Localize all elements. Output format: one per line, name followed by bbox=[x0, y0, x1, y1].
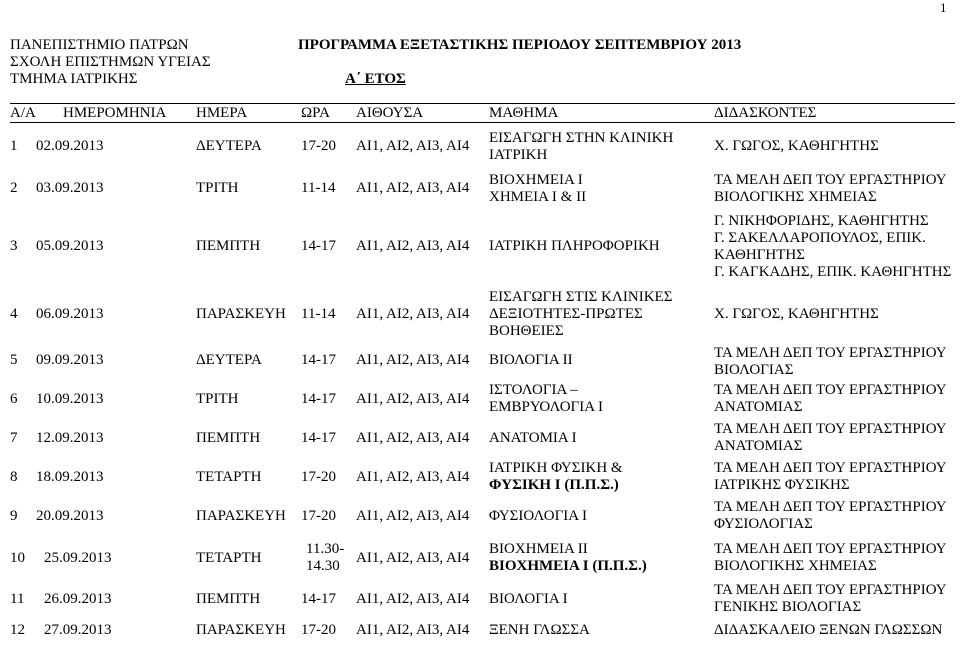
row-course-line: ΕΙΣΑΓΩΓΗ ΣΤΗΝ ΚΛΙΝΙΚΗ bbox=[489, 130, 674, 146]
row-room bbox=[356, 550, 469, 567]
row-number: 1 bbox=[10, 138, 18, 154]
row-instructors-line: ΤΑ ΜΕΛΗ ΔΕΠ ΤΟΥ ΕΡΓΑΣΤΗΡΙΟΥ bbox=[714, 382, 947, 398]
row-instructors-line: ΙΑΤΡΙΚΗΣ ΦΥΣΙΚΗΣ bbox=[714, 477, 850, 493]
row-instructors bbox=[714, 172, 947, 206]
row-time-line: 14.30 bbox=[306, 558, 340, 574]
row-room bbox=[356, 391, 469, 408]
row-course bbox=[489, 430, 577, 447]
row-instructors bbox=[714, 499, 947, 533]
row-day bbox=[196, 508, 286, 525]
row-day bbox=[196, 469, 261, 486]
row-time bbox=[301, 306, 335, 323]
row-course bbox=[489, 238, 660, 255]
row-day bbox=[196, 550, 261, 567]
row-time bbox=[301, 591, 336, 608]
row-day-line: ΔΕΥΤΕΡΑ bbox=[196, 352, 262, 368]
col-header-num: Α/Α bbox=[10, 105, 36, 121]
row-course bbox=[489, 541, 647, 575]
row-room bbox=[356, 306, 469, 323]
row-instructors bbox=[714, 460, 947, 494]
row-course-line: ΕΜΒΡΥΟΛΟΓΙΑ Ι bbox=[489, 399, 603, 415]
row-day bbox=[196, 352, 262, 369]
row-room-line: ΑΙ1, ΑΙ2, ΑΙ3, ΑΙ4 bbox=[356, 622, 470, 638]
document-title: ΠΡΟΓΡΑΜΜΑ ΕΞΕΤΑΣΤΙΚΗΣ ΠΕΡΙΟΔΟΥ ΣΕΠΤΕΜΒΡΙΟΥ 2013 bbox=[298, 37, 742, 53]
row-course-line: ΒΙΟΧΗΜΕΙΑ Ι (Π.Π.Σ.) bbox=[489, 558, 647, 574]
row-date bbox=[36, 180, 104, 197]
row-course-line: ΙΑΤΡΙΚΗ bbox=[489, 147, 548, 163]
row-time bbox=[301, 622, 336, 639]
row-course-line: ΙΣΤΟΛΟΓΙΑ – bbox=[489, 382, 578, 398]
row-instructors-line: ΒΙΟΛΟΓΙΑΣ bbox=[714, 362, 794, 378]
row-room-line: ΑΙ1, ΑΙ2, ΑΙ3, ΑΙ4 bbox=[356, 508, 470, 524]
row-instructors bbox=[714, 306, 879, 323]
row-course bbox=[489, 289, 672, 340]
row-number: 10 bbox=[10, 550, 25, 566]
row-time bbox=[301, 391, 336, 408]
row-date-line: 27.09.2013 bbox=[44, 622, 112, 638]
row-time bbox=[306, 541, 344, 575]
row-day bbox=[196, 430, 260, 447]
row-time-line: 14-17 bbox=[301, 430, 336, 446]
row-instructors bbox=[714, 345, 947, 379]
row-date bbox=[36, 469, 104, 486]
row-day bbox=[196, 180, 239, 197]
row-instructors bbox=[714, 622, 942, 639]
row-date bbox=[36, 138, 104, 155]
row-day-line: ΤΡΙΤΗ bbox=[196, 180, 239, 196]
row-room-line: ΑΙ1, ΑΙ2, ΑΙ3, ΑΙ4 bbox=[356, 138, 470, 154]
row-room-line: ΑΙ1, ΑΙ2, ΑΙ3, ΑΙ4 bbox=[356, 430, 470, 446]
row-course-line: ΕΙΣΑΓΩΓΗ ΣΤΙΣ ΚΛΙΝΙΚΕΣ bbox=[489, 289, 673, 305]
row-day-line: ΤΡΙΤΗ bbox=[196, 391, 239, 407]
col-header-time: ΩΡΑ bbox=[301, 105, 330, 121]
row-time-line: 11.30- bbox=[306, 541, 345, 557]
row-instructors-line: ΑΝΑΤΟΜΙΑΣ bbox=[714, 399, 803, 415]
row-day-line: ΤΕΤΑΡΤΗ bbox=[196, 550, 262, 566]
row-date bbox=[36, 391, 104, 408]
row-date-line: 02.09.2013 bbox=[36, 138, 104, 154]
row-room bbox=[356, 352, 469, 369]
row-room bbox=[356, 138, 469, 155]
row-room-line: ΑΙ1, ΑΙ2, ΑΙ3, ΑΙ4 bbox=[356, 180, 470, 196]
row-instructors bbox=[714, 421, 947, 455]
row-day bbox=[196, 306, 286, 323]
row-number: 3 bbox=[10, 238, 18, 254]
row-instructors bbox=[714, 582, 947, 616]
row-number: 5 bbox=[10, 352, 18, 368]
row-number: 12 bbox=[10, 622, 25, 638]
row-room bbox=[356, 469, 469, 486]
row-course bbox=[489, 591, 568, 608]
row-instructors bbox=[714, 541, 947, 575]
row-course-line: ΙΑΤΡΙΚΗ ΠΛΗΡΟΦΟΡΙΚΗ bbox=[489, 238, 660, 254]
row-course-line: ΒΟΗΘΕΙΕΣ bbox=[489, 323, 564, 339]
row-room bbox=[356, 180, 469, 197]
row-time-line: 17-20 bbox=[301, 622, 336, 638]
row-instructors-line: ΚΑΘΗΓΗΤΗΣ bbox=[714, 247, 805, 263]
row-instructors-line: Γ. ΝΙΚΗΦΟΡΙΔΗΣ, ΚΑΘΗΓΗΤΗΣ bbox=[714, 213, 929, 229]
row-room bbox=[356, 591, 469, 608]
row-instructors-line: ΤΑ ΜΕΛΗ ΔΕΠ ΤΟΥ ΕΡΓΑΣΤΗΡΙΟΥ bbox=[714, 172, 947, 188]
row-number: 6 bbox=[10, 391, 18, 407]
row-day-line: ΤΕΤΑΡΤΗ bbox=[196, 469, 262, 485]
row-instructors-line: ΤΑ ΜΕΛΗ ΔΕΠ ΤΟΥ ΕΡΓΑΣΤΗΡΙΟΥ bbox=[714, 541, 947, 557]
row-date-line: 18.09.2013 bbox=[36, 469, 104, 485]
row-room-line: ΑΙ1, ΑΙ2, ΑΙ3, ΑΙ4 bbox=[356, 238, 470, 254]
row-course-line: ΔΕΞΙΟΤΗΤΕΣ-ΠΡΩΤΕΣ bbox=[489, 306, 643, 322]
row-course bbox=[489, 130, 673, 164]
col-header-day: ΗΜΕΡΑ bbox=[196, 105, 248, 121]
row-number: 7 bbox=[10, 430, 18, 446]
row-room bbox=[356, 238, 469, 255]
row-date bbox=[36, 508, 104, 525]
row-time bbox=[301, 508, 336, 525]
row-course-line: ΒΙΟΛΟΓΙΑ ΙΙ bbox=[489, 352, 573, 368]
row-course bbox=[489, 382, 603, 416]
row-instructors-line: ΤΑ ΜΕΛΗ ΔΕΠ ΤΟΥ ΕΡΓΑΣΤΗΡΙΟΥ bbox=[714, 460, 947, 476]
row-instructors-line: Χ. ΓΩΓΟΣ, ΚΑΘΗΓΗΤΗΣ bbox=[714, 138, 879, 154]
row-time bbox=[301, 180, 335, 197]
row-day-line: ΠΕΜΠΤΗ bbox=[196, 591, 261, 607]
row-day bbox=[196, 391, 239, 408]
row-instructors-line: ΑΝΑΤΟΜΙΑΣ bbox=[714, 438, 803, 454]
row-day bbox=[196, 238, 260, 255]
col-header-instructors: ΔΙΔΑΣΚΟΝΤΕΣ bbox=[714, 105, 817, 121]
row-date bbox=[44, 622, 112, 639]
row-instructors bbox=[714, 213, 951, 281]
row-instructors-line: ΔΙΔΑΣΚΑΛΕΙΟ ΞΕΝΩΝ ΓΛΩΣΣΩΝ bbox=[714, 622, 943, 638]
row-time-line: 14-17 bbox=[301, 238, 336, 254]
row-instructors-line: Χ. ΓΩΓΟΣ, ΚΑΘΗΓΗΤΗΣ bbox=[714, 306, 879, 322]
row-course-line: ΒΙΟΧΗΜΕΙΑ ΙΙ bbox=[489, 541, 588, 557]
row-date-line: 03.09.2013 bbox=[36, 180, 104, 196]
row-time-line: 14-17 bbox=[301, 391, 336, 407]
row-date-line: 05.09.2013 bbox=[36, 238, 104, 254]
row-date bbox=[36, 238, 104, 255]
row-date-line: 06.09.2013 bbox=[36, 306, 104, 322]
row-course-line: ΞΕΝΗ ΓΛΩΣΣΑ bbox=[489, 622, 590, 638]
row-course bbox=[489, 352, 573, 369]
row-course-line: ΦΥΣΙΟΛΟΓΙΑ Ι bbox=[489, 508, 588, 524]
school-name: ΣΧΟΛΗ ΕΠΙΣΤΗΜΩΝ ΥΓΕΙΑΣ bbox=[10, 54, 211, 70]
row-time bbox=[301, 238, 336, 255]
row-course-line: ΙΑΤΡΙΚΗ ΦΥΣΙΚΗ & bbox=[489, 460, 623, 476]
row-instructors-line: ΦΥΣΙΟΛΟΓΙΑΣ bbox=[714, 516, 813, 532]
row-time-line: 14-17 bbox=[301, 352, 336, 368]
col-header-course: ΜΑΘΗΜΑ bbox=[489, 105, 559, 121]
row-number: 4 bbox=[10, 306, 18, 322]
table-header-rule bbox=[10, 122, 955, 123]
row-room-line: ΑΙ1, ΑΙ2, ΑΙ3, ΑΙ4 bbox=[356, 550, 470, 566]
row-room bbox=[356, 430, 469, 447]
row-time bbox=[301, 430, 336, 447]
row-room bbox=[356, 622, 469, 639]
row-instructors-line: ΒΙΟΛΟΓΙΚΗΣ ΧΗΜΕΙΑΣ bbox=[714, 558, 877, 574]
row-date bbox=[36, 306, 104, 323]
row-number: 8 bbox=[10, 469, 18, 485]
col-header-room: ΑΙΘΟΥΣΑ bbox=[356, 105, 424, 121]
row-date-line: 12.09.2013 bbox=[36, 430, 104, 446]
col-header-date: ΗΜΕΡΟΜΗΝΙΑ bbox=[63, 105, 167, 121]
row-instructors bbox=[714, 382, 947, 416]
row-date bbox=[44, 591, 112, 608]
department-name: ΤΜΗΜΑ ΙΑΤΡΙΚΗΣ bbox=[10, 71, 138, 87]
year-label: Α΄ ΕΤΟΣ bbox=[345, 71, 406, 87]
row-room-line: ΑΙ1, ΑΙ2, ΑΙ3, ΑΙ4 bbox=[356, 391, 470, 407]
row-instructors-line: ΒΙΟΛΟΓΙΚΗΣ ΧΗΜΕΙΑΣ bbox=[714, 189, 877, 205]
row-number: 2 bbox=[10, 180, 18, 196]
table-top-rule bbox=[10, 103, 955, 104]
row-time-line: 17-20 bbox=[301, 508, 336, 524]
row-time-line: 14-17 bbox=[301, 591, 336, 607]
row-day bbox=[196, 591, 260, 608]
row-date-line: 09.09.2013 bbox=[36, 352, 104, 368]
row-course-line: ΦΥΣΙΚΗ Ι (Π.Π.Σ.) bbox=[489, 477, 619, 493]
row-room-line: ΑΙ1, ΑΙ2, ΑΙ3, ΑΙ4 bbox=[356, 352, 470, 368]
row-date bbox=[36, 430, 104, 447]
row-course bbox=[489, 508, 587, 525]
row-date-line: 25.09.2013 bbox=[44, 550, 112, 566]
row-room-line: ΑΙ1, ΑΙ2, ΑΙ3, ΑΙ4 bbox=[356, 591, 470, 607]
row-instructors-line: Γ. ΚΑΓΚΑΔΗΣ, ΕΠΙΚ. ΚΑΘΗΓΗΤΗΣ bbox=[714, 264, 952, 280]
row-date-line: 20.09.2013 bbox=[36, 508, 104, 524]
row-course bbox=[489, 172, 586, 206]
row-room-line: ΑΙ1, ΑΙ2, ΑΙ3, ΑΙ4 bbox=[356, 306, 470, 322]
row-day bbox=[196, 622, 286, 639]
row-course bbox=[489, 460, 623, 494]
row-room bbox=[356, 508, 469, 525]
row-course-line: ΒΙΟΛΟΓΙΑ Ι bbox=[489, 591, 568, 607]
row-day-line: ΠΑΡΑΣΚΕΥΗ bbox=[196, 508, 286, 524]
row-time-line: 11-14 bbox=[301, 180, 336, 196]
row-date bbox=[44, 550, 112, 567]
row-time-line: 17-20 bbox=[301, 469, 336, 485]
university-name: ΠΑΝΕΠΙΣΤΗΜΙΟ ΠΑΤΡΩΝ bbox=[10, 37, 189, 53]
row-time bbox=[301, 352, 336, 369]
row-instructors bbox=[714, 138, 879, 155]
row-date bbox=[36, 352, 104, 369]
row-time bbox=[301, 469, 336, 486]
row-day bbox=[196, 138, 262, 155]
row-course-line: ΒΙΟΧΗΜΕΙΑ Ι bbox=[489, 172, 583, 188]
row-date-line: 10.09.2013 bbox=[36, 391, 104, 407]
row-instructors-line: ΓΕΝΙΚΗΣ ΒΙΟΛΟΓΙΑΣ bbox=[714, 599, 862, 615]
row-time bbox=[301, 138, 336, 155]
row-instructors-line: ΤΑ ΜΕΛΗ ΔΕΠ ΤΟΥ ΕΡΓΑΣΤΗΡΙΟΥ bbox=[714, 345, 947, 361]
row-time-line: 17-20 bbox=[301, 138, 336, 154]
row-course bbox=[489, 622, 590, 639]
row-day-line: ΔΕΥΤΕΡΑ bbox=[196, 138, 262, 154]
row-time-line: 11-14 bbox=[301, 306, 336, 322]
row-room-line: ΑΙ1, ΑΙ2, ΑΙ3, ΑΙ4 bbox=[356, 469, 470, 485]
row-day-line: ΠΕΜΠΤΗ bbox=[196, 238, 261, 254]
row-date-line: 26.09.2013 bbox=[44, 591, 112, 607]
row-day-line: ΠΕΜΠΤΗ bbox=[196, 430, 261, 446]
row-instructors-line: ΤΑ ΜΕΛΗ ΔΕΠ ΤΟΥ ΕΡΓΑΣΤΗΡΙΟΥ bbox=[714, 499, 947, 515]
row-number: 11 bbox=[10, 591, 25, 607]
row-instructors-line: ΤΑ ΜΕΛΗ ΔΕΠ ΤΟΥ ΕΡΓΑΣΤΗΡΙΟΥ bbox=[714, 582, 947, 598]
row-course-line: ΧΗΜΕΙΑ Ι & ΙΙ bbox=[489, 189, 587, 205]
row-number: 9 bbox=[10, 508, 18, 524]
page-number: 1 bbox=[940, 0, 947, 15]
row-course-line: ΑΝΑΤΟΜΙΑ Ι bbox=[489, 430, 577, 446]
row-instructors-line: Γ. ΣΑΚΕΛΛΑΡΟΠΟΥΛΟΣ, ΕΠΙΚ. bbox=[714, 230, 926, 246]
row-instructors-line: ΤΑ ΜΕΛΗ ΔΕΠ ΤΟΥ ΕΡΓΑΣΤΗΡΙΟΥ bbox=[714, 421, 947, 437]
row-day-line: ΠΑΡΑΣΚΕΥΗ bbox=[196, 306, 286, 322]
row-day-line: ΠΑΡΑΣΚΕΥΗ bbox=[196, 622, 286, 638]
